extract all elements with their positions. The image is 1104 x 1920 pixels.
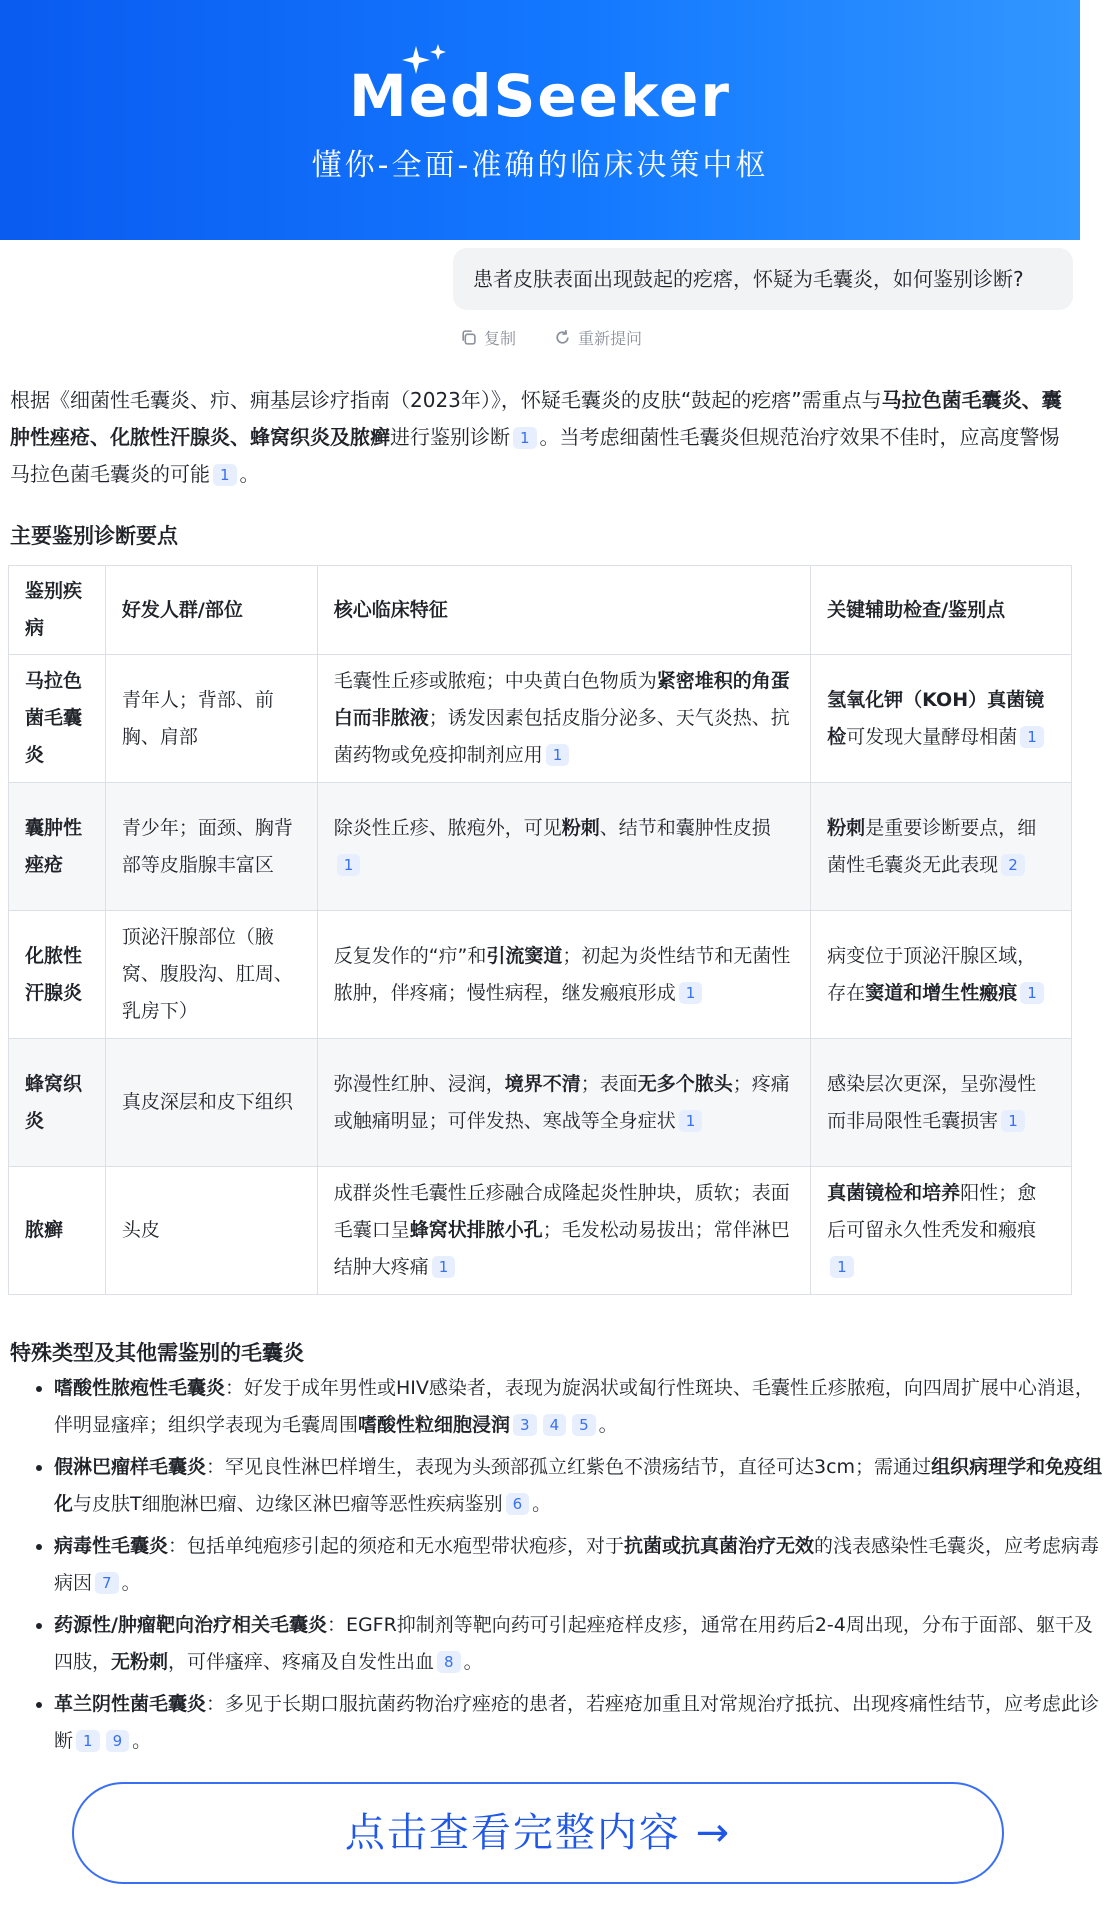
cell-bold: 紧密堆积的角蛋白而非脓液 bbox=[333, 670, 790, 729]
population-cell: 顶泌汗腺部位（腋窝、腹股沟、肛周、乳房下） bbox=[105, 911, 317, 1039]
citation-badge[interactable]: 1 bbox=[213, 464, 237, 486]
citation-badge[interactable]: 1 bbox=[679, 1110, 703, 1132]
cell-text: 除炎性丘疹、脓疱外，可见 bbox=[333, 816, 562, 839]
item-bold: 无粉刺 bbox=[111, 1651, 169, 1673]
citation-badge[interactable]: 8 bbox=[437, 1651, 461, 1673]
cell-text: ；初起为炎性结节和无菌性脓肿，伴疼痛；慢性病程，继发瘢痕形成 bbox=[333, 944, 791, 1004]
copy-icon bbox=[460, 329, 477, 346]
cell-text: ；毛发松动易拔出；常伴淋巴结肿大疼痛 bbox=[333, 1219, 790, 1278]
view-full-content-button[interactable] bbox=[72, 1782, 1004, 1884]
cell-text: 、结节和囊肿性皮损 bbox=[599, 816, 771, 839]
cell-text: 是重要诊断要点，细菌性毛囊炎无此表现 bbox=[827, 816, 1037, 876]
cell-bold: 窦道和增生性瘢痕 bbox=[865, 981, 1018, 1004]
section-title-main: 主要鉴别诊断要点 bbox=[10, 524, 178, 548]
cell-text: 病变位于顶泌汗腺区域，存在 bbox=[827, 944, 1037, 1004]
item-text: ：多见于长期口服抗菌药物治疗痤疮的患者，若痤疮加重且对常规治疗抵抗、出现疼痛性结节，应考虑此诊断 bbox=[54, 1693, 1100, 1752]
list-item: • 药源性/肿瘤靶向治疗相关毛囊炎：EGFR抑制剂等靶向药可引起痤疮样皮疹，通常在用药后2-4周出现，分布于面部、躯干及四肢，无粉刺，可伴瘙痒、疼痛及自发性出血 8 。 bbox=[54, 1607, 1104, 1681]
cell-text: ；疼痛或触痛明显；可伴发热、寒战等全身症状 bbox=[333, 1072, 790, 1132]
population-cell: 青年人；背部、前胸、肩部 bbox=[105, 655, 317, 783]
app-header bbox=[0, 0, 1080, 240]
population-cell: 头皮 bbox=[105, 1167, 317, 1295]
table-row bbox=[9, 655, 1072, 783]
cta-label: 点击查看完整内容 bbox=[344, 1810, 681, 1856]
citation-badge[interactable]: 6 bbox=[506, 1493, 530, 1515]
intro-paragraph bbox=[10, 382, 1070, 493]
retry-label: 重新提问 bbox=[578, 329, 643, 348]
table-row bbox=[9, 1039, 1072, 1167]
citation-badge[interactable]: 7 bbox=[95, 1572, 119, 1594]
intro-bold: 马拉色菌毛囊炎、囊肿性痤疮、化脓性汗腺炎、蜂窝织炎及脓癣 bbox=[10, 388, 1062, 449]
table-header: 好发人群/部位 bbox=[105, 566, 317, 655]
feature-cell bbox=[317, 1039, 810, 1167]
cell-bold: 粉刺 bbox=[827, 816, 866, 839]
key-exam-cell bbox=[811, 783, 1072, 911]
key-exam-cell bbox=[811, 1039, 1072, 1167]
item-title: 嗜酸性脓疱性毛囊炎 bbox=[54, 1377, 226, 1399]
list-item: • 假淋巴瘤样毛囊炎：罕见良性淋巴样增生，表现为头颈部孤立红紫色不溃疡结节，直径可达3cm；需通过组织病理学和免疫组化与皮肤T细胞淋巴瘤、边缘区淋巴瘤等恶性疾病鉴别 6 。 bbox=[54, 1449, 1104, 1523]
table-header: 鉴别疾病 bbox=[9, 566, 106, 655]
item-bold: 抗菌或抗真菌治疗无效 bbox=[624, 1535, 815, 1557]
table-row bbox=[9, 911, 1072, 1039]
item-title: 药源性/肿瘤靶向治疗相关毛囊炎 bbox=[54, 1614, 327, 1636]
item-title: 假淋巴瘤样毛囊炎 bbox=[54, 1456, 207, 1478]
cell-bold: 粉刺 bbox=[561, 816, 600, 839]
citation-badge[interactable]: 1 bbox=[1020, 726, 1044, 748]
item-text: ：好发于成年男性或HIV感染者，表现为旋涡状或匐行性斑块、毛囊性丘疹脓疱，向四周扩展中心消退，伴明显瘙痒；组织学表现为毛囊周围 bbox=[54, 1377, 1094, 1436]
citation-badge[interactable]: 1 bbox=[513, 427, 537, 449]
feature-cell bbox=[317, 911, 810, 1039]
citation-badge[interactable]: 1 bbox=[830, 1256, 854, 1278]
item-text: ：罕见良性淋巴样增生，表现为头颈部孤立红紫色不溃疡结节，直径可达3cm；需通过 bbox=[206, 1456, 932, 1478]
table-row bbox=[9, 783, 1072, 911]
key-exam-cell bbox=[811, 911, 1072, 1039]
citation-badge[interactable]: 5 bbox=[572, 1414, 596, 1436]
cell-text: ；诱发因素包括皮脂分泌多、天气炎热、抗菌药物或免疫抑制剂应用 bbox=[333, 707, 790, 766]
user-query-bubble: 患者皮肤表面出现鼓起的疙瘩，怀疑为毛囊炎，如何鉴别诊断? bbox=[453, 248, 1073, 310]
citation-badge[interactable]: 2 bbox=[1001, 854, 1025, 876]
item-text: ，可伴瘙痒、疼痛及自发性出血 bbox=[168, 1651, 435, 1673]
key-exam-cell bbox=[811, 1167, 1072, 1295]
cell-text: 感染层次更深，呈弥漫性而非局限性毛囊损害 bbox=[827, 1072, 1037, 1132]
cell-text: 弥漫性红肿、浸润， bbox=[333, 1072, 505, 1095]
citation-badge[interactable]: 1 bbox=[1001, 1110, 1025, 1132]
retry-button[interactable] bbox=[554, 326, 642, 349]
citation-badge[interactable]: 1 bbox=[546, 744, 570, 766]
app-tagline: 懂你-全面-准确的临床决策中枢 bbox=[311, 148, 769, 183]
citation-badge[interactable]: 1 bbox=[76, 1730, 100, 1752]
table-header: 关键辅助检查/鉴别点 bbox=[811, 566, 1072, 655]
population-cell: 真皮深层和皮下组织 bbox=[105, 1039, 317, 1167]
citation-badge[interactable]: 4 bbox=[543, 1414, 567, 1436]
disease-cell: 蜂窝织炎 bbox=[9, 1039, 106, 1167]
list-item: • 病毒性毛囊炎：包括单纯疱疹引起的须疮和无水疱型带状疱疹，对于抗菌或抗真菌治疗无效的浅表感染性毛囊炎，应考虑病毒病因 7 。 bbox=[54, 1528, 1104, 1602]
cell-bold: 真菌镜检和培养 bbox=[827, 1182, 961, 1204]
cell-bold: 氢氧化钾（KOH）真菌镜检 bbox=[827, 688, 1045, 748]
feature-cell bbox=[317, 783, 810, 911]
cell-text: 毛囊性丘疹或脓疱；中央黄白色物质为 bbox=[333, 670, 657, 692]
arrow-right-icon: → bbox=[695, 1810, 732, 1856]
disease-cell: 囊肿性痤疮 bbox=[9, 783, 106, 911]
citation-badge[interactable]: 1 bbox=[337, 854, 361, 876]
citation-badge[interactable]: 9 bbox=[106, 1730, 130, 1752]
list-item: • 革兰阴性菌毛囊炎：多见于长期口服抗菌药物治疗痤疮的患者，若痤疮加重且对常规治疗抵抗、出现疼痛性结节，应考虑此诊断 1 9 。 bbox=[54, 1686, 1104, 1760]
disease-cell: 脓癣 bbox=[9, 1167, 106, 1295]
citation-badge[interactable]: 3 bbox=[513, 1414, 537, 1436]
cell-text: 阳性；愈后可留永久性秃发和瘢痕 bbox=[827, 1182, 1037, 1241]
intro-text: 。当考虑细菌性毛囊炎但规范治疗效果不佳时，应高度警惕马拉色菌毛囊炎的可能 bbox=[10, 425, 1060, 486]
citation-badge[interactable]: 1 bbox=[432, 1256, 456, 1278]
item-text: ：EGFR抑制剂等靶向药可引起痤疮样皮疹，通常在用药后2-4周出现，分布于面部、躯干及四肢， bbox=[54, 1614, 1093, 1673]
section-title-special: 特殊类型及其他需鉴别的毛囊炎 bbox=[10, 1341, 304, 1365]
item-text: ：包括单纯疱疹引起的须疮和无水疱型带状疱疹，对于 bbox=[168, 1535, 625, 1557]
item-title: 革兰阴性菌毛囊炎 bbox=[54, 1693, 207, 1715]
intro-text: 根据《细菌性毛囊炎、疖、痈基层诊疗指南（2023年）》，怀疑毛囊炎的皮肤“鼓起的疙瘩”需重点与 bbox=[10, 388, 882, 412]
table-row bbox=[9, 1167, 1072, 1295]
intro-text: 进行鉴别诊断 bbox=[390, 425, 510, 449]
copy-button[interactable] bbox=[460, 326, 516, 349]
cell-text: ；表面 bbox=[580, 1072, 638, 1095]
cell-bold: 境界不清 bbox=[504, 1072, 581, 1095]
special-types-list bbox=[20, 1370, 1104, 1765]
table-header-row bbox=[9, 566, 1072, 655]
citation-badge[interactable]: 1 bbox=[679, 982, 703, 1004]
feature-cell bbox=[317, 1167, 810, 1295]
cell-text: 反复发作的“疖”和 bbox=[333, 944, 487, 967]
cell-text: 成群炎性毛囊性丘疹融合成隆起炎性肿块，质软；表面毛囊口呈 bbox=[333, 1182, 790, 1241]
table-header: 核心临床特征 bbox=[317, 566, 810, 655]
cell-bold: 蜂窝状排脓小孔 bbox=[409, 1219, 543, 1241]
differential-table bbox=[8, 565, 1072, 1295]
population-cell: 青少年；面颈、胸背部等皮脂腺丰富区 bbox=[105, 783, 317, 911]
refresh-icon bbox=[554, 329, 571, 346]
feature-cell bbox=[317, 655, 810, 783]
list-item: • 嗜酸性脓疱性毛囊炎：好发于成年男性或HIV感染者，表现为旋涡状或匐行性斑块、毛囊性丘疹脓疱，向四周扩展中心消退，伴明显瘙痒；组织学表现为毛囊周围嗜酸性粒细胞浸润 3 4 5 。 bbox=[54, 1370, 1104, 1444]
disease-cell: 化脓性汗腺炎 bbox=[9, 911, 106, 1039]
answer-content bbox=[10, 382, 1070, 493]
disease-cell: 马拉色菌毛囊炎 bbox=[9, 655, 106, 783]
item-text: 与皮肤T细胞淋巴瘤、边缘区淋巴瘤等恶性疾病鉴别 bbox=[73, 1493, 503, 1515]
copy-label: 复制 bbox=[484, 329, 517, 348]
app-logo: MedSeeker bbox=[349, 62, 731, 130]
intro-text: 。 bbox=[239, 462, 260, 486]
item-title: 病毒性毛囊炎 bbox=[54, 1535, 169, 1557]
item-text: 的浅表感染性毛囊炎，应考虑病毒病因 bbox=[54, 1535, 1100, 1594]
key-exam-cell bbox=[811, 655, 1072, 783]
item-bold: 组织病理学和免疫组化 bbox=[54, 1456, 1103, 1515]
cell-bold: 无多个脓头 bbox=[637, 1072, 733, 1095]
citation-badge[interactable]: 1 bbox=[1020, 982, 1044, 1004]
cell-text: 可发现大量酵母相菌 bbox=[846, 725, 1018, 748]
cell-bold: 引流窦道 bbox=[486, 944, 563, 967]
item-bold: 嗜酸性粒细胞浸润 bbox=[358, 1414, 511, 1436]
